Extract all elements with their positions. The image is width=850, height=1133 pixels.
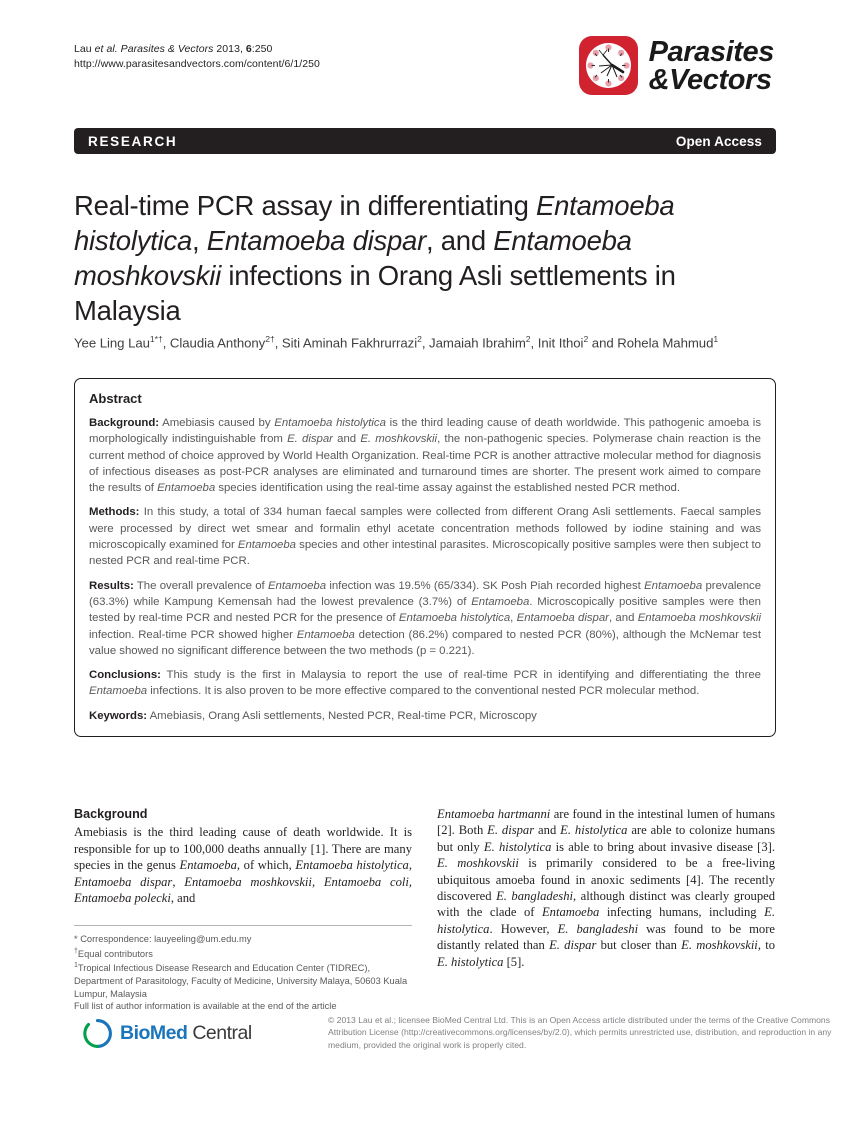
body-column-right xyxy=(437,806,775,970)
title-part-4: infections in Orang Asli settlements in Malaysia xyxy=(74,260,676,327)
bmc-wordmark xyxy=(120,1022,252,1045)
title-species-3: Entamoeba moshkovskii xyxy=(74,225,632,292)
mosquito-glyph xyxy=(579,36,638,95)
mosquito-dial-icon xyxy=(579,36,638,95)
page-title xyxy=(74,188,774,328)
body-paragraph-left: Amebiasis is the third leading cause of death worldwide. It is responsible for up to 100,000 deaths annually [1]. There are many species in the genus Entamoeba, of which, Entamoeba histolytica, Entamoeba dispar, Entamoeba moshkovskii, Entamoeba coli, Entamoeba polecki, and xyxy=(74,825,413,906)
abstract-keywords-text: Amebiasis, Orang Asli settlements, Nested PCR, Real-time PCR, Microscopy xyxy=(147,709,537,722)
abstract-background-label: Background: xyxy=(89,417,160,429)
citation-volume: 6 xyxy=(245,43,252,55)
abstract-keywords xyxy=(89,708,761,724)
abstract-box xyxy=(74,378,776,737)
journal-title-line2: &Vectors xyxy=(648,63,772,96)
body-paragraph-right: Entamoeba hartmanni are found in the intestinal lumen of humans [2]. Both E. dispar and E. histolytica are able to colonize humans but only E. histolytica is able to bring about invasive disease [3]. E. moshkovskii is primarily considered to be a free-living ubiquitous amoeba found in anoxic sediments [4]. The recently discovered E. bangladeshi, although distinct was clearly grouped with the clade of Entamoeba infecting humans, including E. histolytica. However, E. bangladeshi was found to be more distantly related than E. dispar but closer than E. moshkovskii, to E. histolytica [5]. xyxy=(437,807,776,969)
research-banner xyxy=(74,128,776,154)
citation-line xyxy=(74,42,320,57)
citation-year: 2013, xyxy=(213,43,246,55)
citation-pages: :250 xyxy=(251,43,273,55)
citation-author: Lau xyxy=(74,43,95,55)
section-heading-background: Background xyxy=(74,807,148,821)
journal-logo xyxy=(579,36,774,95)
title-part-2: , xyxy=(192,225,207,257)
citation-url[interactable]: http://www.parasitesandvectors.com/content/6/1/250 xyxy=(74,58,320,70)
abstract-keywords-label: Keywords: xyxy=(89,709,148,722)
bmc-ring-glyph xyxy=(82,1018,113,1049)
abstract-conclusions xyxy=(89,667,761,700)
equal-contributors-line: †Equal contributors xyxy=(74,947,153,959)
title-species-1: Entamoeba histolytica xyxy=(74,190,675,257)
abstract-conclusions-text: This study is the first in Malaysia to report the use of real-time PCR in identifying and differentiating the three Entamoeba infections. It is also proven to be more effective compared to the conventional nested PCR molecular method. xyxy=(89,669,761,698)
bmc-bio: BioMed xyxy=(120,1022,188,1044)
title-species-2: Entamoeba dispar xyxy=(206,225,426,257)
footnote-block xyxy=(74,933,419,1013)
masthead xyxy=(74,35,774,122)
abstract-methods-label: Methods: xyxy=(89,506,140,519)
footnote-divider xyxy=(74,925,412,926)
citation-block xyxy=(74,42,320,72)
abstract-background-text: Amebiasis caused by Entamoeba histolytica is the third leading cause of death worldwide. This pathogenic amoeba is morphologically indistinguishable from E. dispar and E. moshkovskii, the non-pathogenic species. Polymerase chain reaction is the current method of choice approved by World Health Organization. Real-time PCR is another attractive molecular method for diagnosis of infectious diseases as post-PCR analyses are eliminated and turnaround times are shorter. The present work aimed to compare the results of Entamoeba species identification using the real-time assay against the established nested PCR method. xyxy=(89,417,761,495)
abstract-results-label: Results: xyxy=(89,579,134,592)
abstract-background xyxy=(89,415,761,496)
citation-journal: et al. Parasites & Vectors xyxy=(94,43,214,55)
bmc-ring-icon xyxy=(82,1018,113,1049)
research-label: RESEARCH xyxy=(88,133,178,149)
abstract-methods-text: In this study, a total of 334 human faecal samples were collected from different Orang Asli settlements. Faecal samples were processed by direct wet smear and formalin ethyl acetate concentration methods followed by iodine staining and was microscopically examined for Entamoeba species and other intestinal parasites. Microscopically positive samples were then subject to nested PCR and real-time PCR. xyxy=(89,506,761,568)
bmc-central: Central xyxy=(187,1022,252,1044)
abstract-results-text: The overall prevalence of Entamoeba infection was 19.5% (65/334). SK Posh Piah recorded highest Entamoeba prevalence (63.3%) while Kampung Kemensah had the lowest prevalence (3.7%) of Entamoeba. Microscopically positive samples were then tested by real-time PCR and nested PCR for the presence of Entamoeba histolytica, Entamoeba dispar, and Entamoeba moshkovskii infection. Real-time PCR showed higher Entamoeba detection (86.2%) compared to nested PCR (80%), although the McNemar test value showed no significant difference between the two methods (p = 0.221). xyxy=(89,579,762,657)
title-part-3: , and xyxy=(425,225,494,257)
title-part-1: Real-time PCR assay in differentiating xyxy=(74,190,537,222)
abstract-heading: Abstract xyxy=(89,391,142,406)
author-list: Yee Ling Lau$^{1*\dagger}$, Claudia Anthony$^{2\dagger}$, Siti Aminah Fakhrurrazi$^2$, Jamaiah Ibrahim$^2$, Init Ithoi$^2$ and Rohela Mahmud$^1$ xyxy=(74,334,719,351)
correspondence-line[interactable]: * Correspondence: lauyeeling@um.edu.my xyxy=(74,934,252,944)
publisher-footer xyxy=(74,1014,832,1074)
journal-title-line1: Parasites xyxy=(648,35,774,68)
body-column-left xyxy=(74,806,412,906)
abstract-methods xyxy=(89,504,761,569)
journal-title xyxy=(648,35,774,96)
abstract-conclusions-label: Conclusions: xyxy=(89,669,161,682)
full-author-list-line: Full list of author information is available at the end of the article xyxy=(74,1001,337,1012)
biomed-central-logo xyxy=(82,1018,252,1049)
copyright-text: © 2013 Lau et al.; licensee BioMed Central Ltd. This is an Open Access article distributed under the terms of the Creative Commons Attribution License (http://creativecommons.org/licenses/by/2.0), which permits unrestricted use, distribution, and reproduction in any medium, provided the original work is properly cited. xyxy=(328,1015,832,1050)
abstract-results xyxy=(89,578,761,659)
affiliation-line: $^1$Tropical Infectious Disease Research and Education Center (TIDREC), Department of Parasitology, Faculty of Medicine, University Malaya, 50603 Kuala Lumpur, Malaysia xyxy=(74,962,408,999)
open-access-badge: Open Access xyxy=(675,133,762,149)
